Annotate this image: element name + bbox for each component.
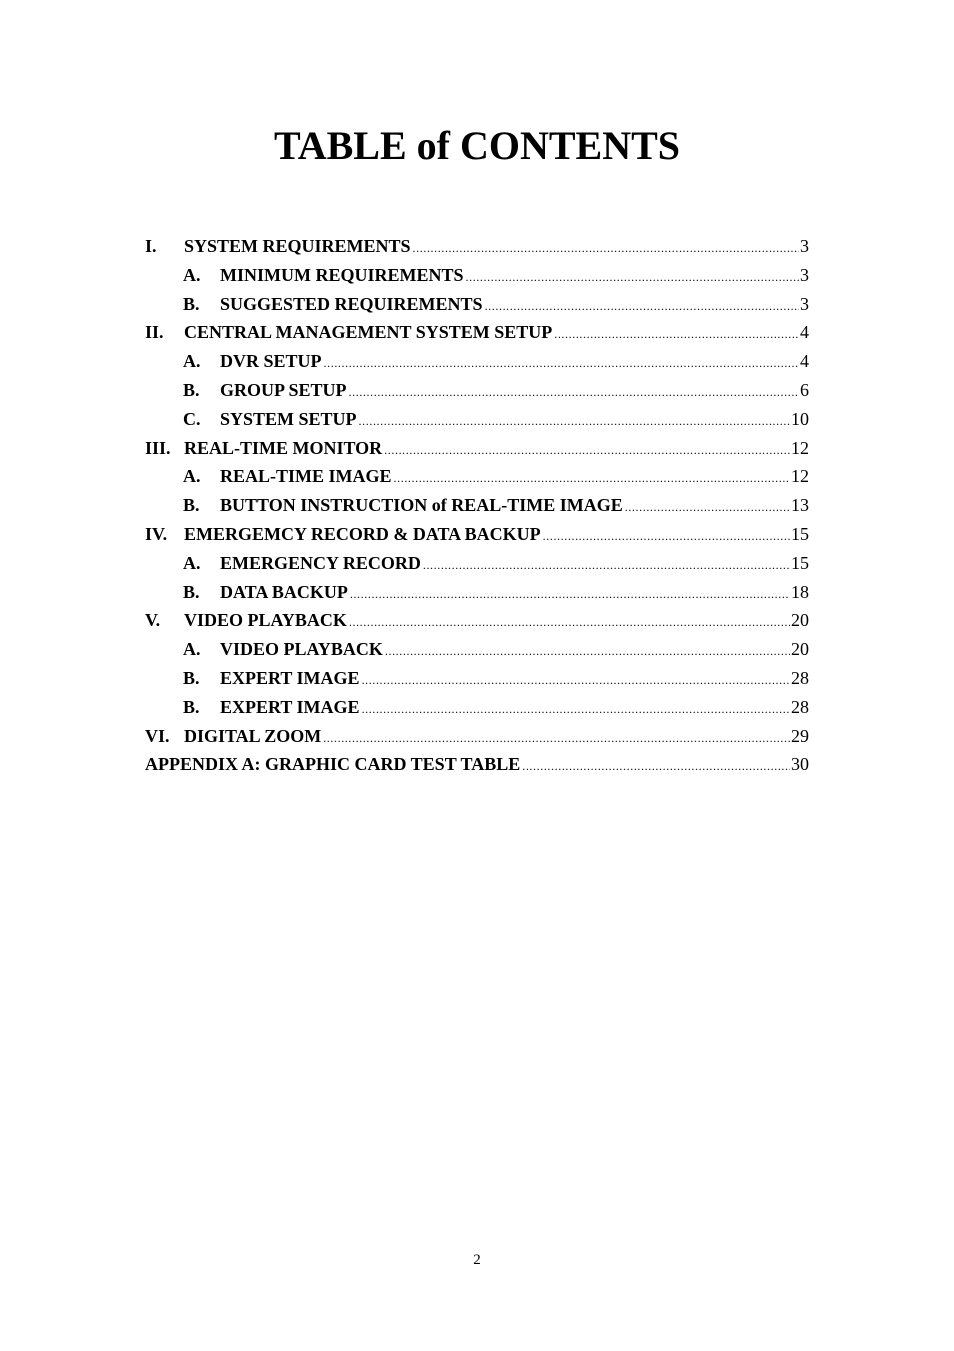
toc-entry-label: MINIMUM REQUIREMENTS (220, 264, 464, 285)
toc-entry-number: A. (183, 639, 201, 660)
dot-leader (522, 752, 790, 781)
toc-entry-page: 18 (791, 581, 809, 602)
toc-entry-number: I. (145, 236, 157, 256)
toc-entry-number: B. (183, 495, 200, 516)
toc-entry-label: EMERGEMCY RECORD & DATA BACKUP (184, 523, 541, 544)
toc-entry-page: 30 (791, 754, 809, 775)
dot-leader (324, 349, 799, 378)
toc-entry-label: GROUP SETUP (220, 379, 347, 400)
toc-entry-page: 10 (791, 408, 809, 429)
dot-leader (350, 580, 790, 609)
dot-leader (485, 292, 799, 321)
toc-entry-number: V. (145, 610, 161, 631)
toc-entry-page: 15 (791, 552, 809, 573)
dot-leader (323, 724, 790, 753)
toc-entry-label: VIDEO PLAYBACK (184, 610, 347, 631)
toc-entry-button-instruction[interactable] (145, 491, 809, 520)
toc-entry-video-playback[interactable] (145, 635, 809, 664)
toc-entry-emergency-record[interactable] (145, 549, 809, 578)
toc-entry-expert-image[interactable] (145, 664, 809, 693)
toc-entry-label: REAL-TIME IMAGE (220, 466, 392, 487)
dot-leader (625, 493, 790, 522)
toc-entry-label: DATA BACKUP (220, 581, 348, 602)
toc-entry-number: B. (183, 379, 200, 400)
toc-entry-page: 4 (800, 351, 809, 372)
dot-leader (349, 378, 799, 407)
toc-entry-label: REAL-TIME MONITOR (184, 437, 383, 458)
dot-leader (384, 436, 790, 465)
toc-entry-page: 4 (800, 322, 809, 343)
toc-entry-number: A. (183, 264, 201, 285)
toc-entry-page: 3 (800, 236, 809, 256)
toc-entry-label: EXPERT IMAGE (220, 667, 360, 688)
toc-entry-label: CENTRAL MANAGEMENT SYSTEM SETUP (184, 322, 553, 343)
toc-entry-video-playback-section[interactable] (145, 606, 809, 635)
dot-leader (359, 407, 790, 436)
toc-entry-label: DIGITAL ZOOM (184, 725, 322, 746)
toc-entry-dvr-setup[interactable] (145, 347, 809, 376)
toc-entry-number: A. (183, 466, 201, 487)
table-of-contents (145, 232, 809, 779)
toc-entry-label: EMERGENCY RECORD (220, 552, 421, 573)
toc-entry-page: 13 (791, 495, 809, 516)
toc-entry-emergency-record-data-backup[interactable] (145, 520, 809, 549)
toc-entry-number: A. (183, 351, 201, 372)
toc-entry-page: 3 (800, 264, 809, 285)
toc-entry-label: BUTTON INSTRUCTION of REAL-TIME IMAGE (220, 495, 623, 516)
toc-entry-page: 20 (791, 639, 809, 660)
dot-leader (349, 608, 790, 637)
toc-entry-real-time-monitor[interactable] (145, 434, 809, 463)
toc-entry-page: 3 (800, 293, 809, 314)
toc-entry-page: 28 (791, 667, 809, 688)
toc-entry-data-backup[interactable] (145, 578, 809, 607)
toc-entry-central-management-system-setup[interactable] (145, 318, 809, 347)
toc-entry-digital-zoom[interactable] (145, 722, 809, 751)
toc-entry-number: B. (183, 696, 200, 717)
dot-leader (394, 464, 790, 493)
toc-entry-page: 20 (791, 610, 809, 631)
toc-entry-page: 12 (791, 466, 809, 487)
toc-entry-group-setup[interactable] (145, 376, 809, 405)
toc-entry-number: B. (183, 581, 200, 602)
toc-entry-number: II. (145, 322, 164, 343)
toc-entry-label: VIDEO PLAYBACK (220, 639, 383, 660)
dot-leader (466, 263, 799, 292)
dot-leader (362, 695, 790, 724)
toc-entry-page: 15 (791, 523, 809, 544)
toc-entry-page: 28 (791, 696, 809, 717)
toc-entry-expert-image-duplicate[interactable] (145, 693, 809, 722)
page-number: 2 (473, 1252, 481, 1268)
toc-entry-page: 29 (791, 725, 809, 746)
toc-entry-label: EXPERT IMAGE (220, 696, 360, 717)
toc-entry-number: IV. (145, 523, 168, 544)
dot-leader (362, 666, 790, 695)
toc-entry-number: A. (183, 552, 201, 573)
toc-entry-label: DVR SETUP (220, 351, 322, 372)
toc-entry-page: 6 (800, 379, 809, 400)
toc-entry-system-setup[interactable] (145, 405, 809, 434)
toc-entry-label: APPENDIX A: GRAPHIC CARD TEST TABLE (145, 754, 521, 775)
dot-leader (543, 522, 790, 551)
dot-leader (413, 234, 799, 263)
toc-entry-label: SUGGESTED REQUIREMENTS (220, 293, 483, 314)
toc-entry-number: III. (145, 437, 171, 458)
toc-entry-label: SYSTEM SETUP (220, 408, 357, 429)
dot-leader (554, 320, 799, 349)
toc-entry-appendix-a[interactable] (145, 750, 809, 779)
toc-entry-number: C. (183, 408, 201, 429)
toc-entry-number: B. (183, 293, 200, 314)
toc-entry-page: 12 (791, 437, 809, 458)
dot-leader (423, 551, 790, 580)
dot-leader (385, 637, 790, 666)
toc-entry-real-time-image[interactable] (145, 462, 809, 491)
toc-entry-number: VI. (145, 725, 170, 746)
toc-entry-suggested-requirements[interactable] (145, 290, 809, 319)
toc-entry-number: B. (183, 667, 200, 688)
toc-entry-minimum-requirements[interactable] (145, 261, 809, 290)
page-title: TABLE of CONTENTS (273, 123, 680, 168)
toc-entry-label: SYSTEM REQUIREMENTS (184, 236, 411, 256)
toc-entry-system-requirements[interactable] (145, 232, 809, 261)
